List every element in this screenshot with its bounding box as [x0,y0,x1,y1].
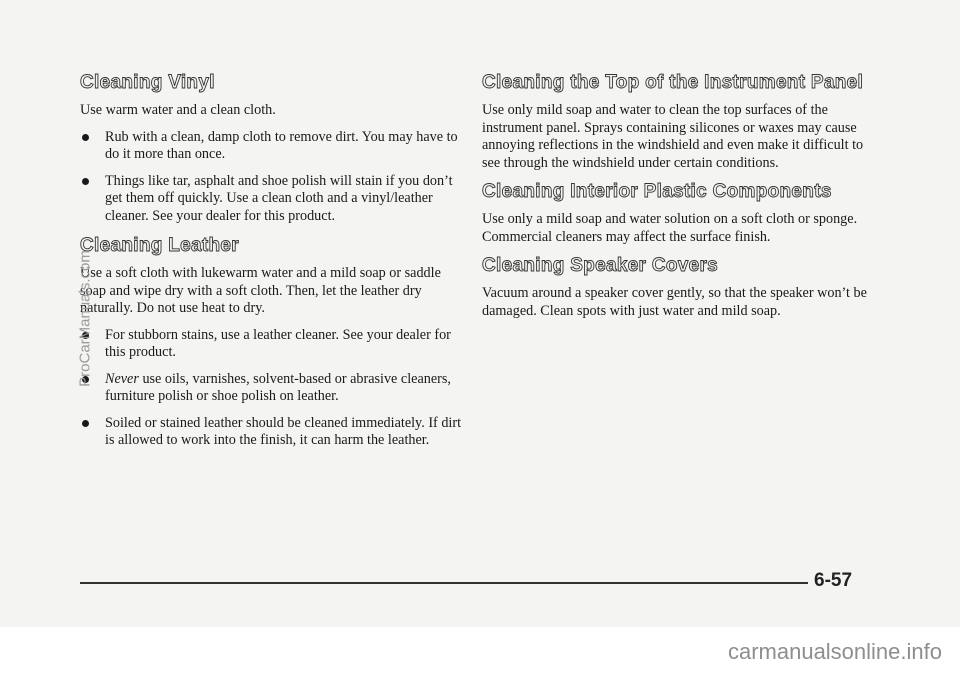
side-watermark-text: ProCarManuals.com [76,250,94,387]
list-item: Never use oils, varnishes, solvent-based or abrasive cleaners, furniture polish or shoe polish on leather. [80,371,465,406]
footer-rule [80,582,808,584]
left-column [80,72,465,460]
page-number: 6-57 [814,570,853,591]
list-item: Rub with a clean, damp cloth to remove dirt. You may have to do it more than once. [80,129,465,164]
list-item: Things like tar, asphalt and shoe polish will stain if you don’t get them off quickly. Use a clean cloth and a vinyl/leather cleaner. See your dealer for this product. [80,173,465,226]
vinyl-bullet-list [80,129,465,226]
bottom-watermark-text: carmanualsonline.info [727,639,942,664]
heading-cleaning-instrument-panel: Cleaning the Top of the Instrument Panel [482,72,864,93]
plastic-body: Use only a mild soap and water solution on a soft cloth or sponge. Commercial cleaners may affect the surface finish. [482,211,858,245]
list-item: For stubborn stains, use a leather cleaner. See your dealer for this product. [80,327,465,362]
vinyl-intro: Use warm water and a clean cloth. [80,102,276,118]
section-cleaning-vinyl [80,72,465,225]
leather-intro: Use a soft cloth with lukewarm water and a mild soap or saddle soap and wipe dry with a soft cloth. Then, let the leather dry naturally. Do not use heat to dry. [80,265,441,316]
bullet-icon [82,178,89,185]
section-cleaning-instrument-panel [482,72,867,172]
panel-body: Use only mild soap and water to clean the top surfaces of the instrument panel. Sprays containing silicones or waxes may cause annoying reflections in the windshield and even make it difficult to see through the windshield under certain conditions. [482,102,864,171]
heading-cleaning-vinyl: Cleaning Vinyl [80,72,215,93]
bottom-watermark-bar [0,627,960,675]
heading-cleaning-speaker: Cleaning Speaker Covers [482,255,719,276]
speaker-body: Vacuum around a speaker cover gently, so that the speaker won’t be damaged. Clean spots with just water and mild soap. [482,285,867,319]
leather-bullet-list [80,327,465,450]
section-cleaning-speaker [482,255,867,320]
heading-cleaning-plastic: Cleaning Interior Plastic Components [482,181,832,202]
emphasis-never: Never [105,370,139,387]
heading-cleaning-leather: Cleaning Leather [80,235,239,256]
list-item: Soiled or stained leather should be cleaned immediately. If dirt is allowed to work into the finish, it can harm the leather. [80,415,465,450]
bullet-icon [82,134,89,141]
side-watermark [65,200,94,440]
right-column [482,72,867,329]
section-cleaning-leather [80,235,465,450]
section-cleaning-plastic [482,181,867,246]
